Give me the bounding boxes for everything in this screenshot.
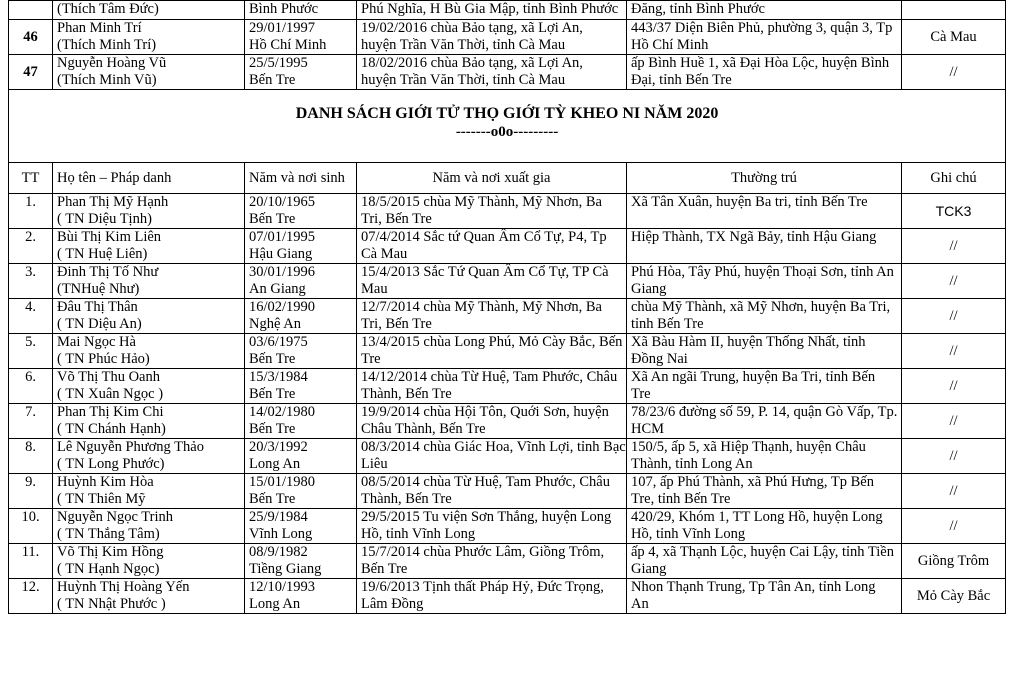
cell-line: 443/37 Diện Biên Phủ, phường 3, quận 3, Tp	[631, 20, 893, 36]
cell-line: Bùi Thị Kim Liên	[57, 229, 162, 245]
table-row	[9, 544, 1006, 579]
cell-line: (Thích Tâm Đức)	[57, 1, 159, 17]
header-tt: TT	[9, 163, 53, 194]
cell-line: Nhon Thạnh Trung, Tp Tân An, tỉnh Long	[631, 579, 876, 595]
cell-line: Bến Tre	[249, 72, 296, 88]
cell-line: 08/5/2014 chùa Từ Huệ, Tam Phước, Châu	[361, 474, 610, 490]
name-cell	[53, 334, 245, 369]
cell-line: Nguyễn Ngọc Trinh	[57, 509, 174, 525]
cell-line: (TNHuệ Như)	[57, 281, 140, 297]
name-cell	[53, 439, 245, 474]
name-cell	[53, 55, 245, 90]
cell-line: Bến Tre	[249, 211, 296, 227]
cell-line: 08/9/1982	[249, 544, 308, 560]
cell-line: 107, ấp Phú Thành, xã Phú Hưng, Tp Bến	[631, 474, 874, 490]
cell-line: An Giang	[249, 281, 306, 297]
ordination-cell	[357, 544, 627, 579]
cell-line: 29/5/2015 Tu viện Sơn Thắng, huyện Long	[361, 509, 612, 525]
birth-cell	[245, 544, 357, 579]
cell-line: Thành, Bến Tre	[361, 491, 452, 507]
name-cell	[53, 474, 245, 509]
birth-cell	[245, 509, 357, 544]
cell-line: Tri, Bến Tre	[361, 316, 432, 332]
note-cell: //	[902, 299, 1006, 334]
ordination-cell	[357, 404, 627, 439]
row-number: 6.	[9, 369, 53, 404]
cell-line: Mau	[361, 281, 388, 297]
cell-line: 420/29, Khóm 1, TT Long Hồ, huyện Long	[631, 509, 883, 525]
cell-line: huyện Trần Văn Thời, tỉnh Cà Mau	[361, 72, 566, 88]
row-number: 10.	[9, 509, 53, 544]
cell-line: Võ Thị Kim Hồng	[57, 544, 164, 560]
residence-cell	[627, 299, 902, 334]
cell-line: An	[631, 596, 649, 612]
residence-cell	[627, 579, 902, 614]
cell-line: Phú Hòa, Tây Phú, huyện Thoại Sơn, tỉnh An	[631, 264, 894, 280]
note-cell	[902, 1, 1006, 20]
cell-line: Hồ, tỉnh Vĩnh Long	[361, 526, 476, 542]
birth-cell	[245, 404, 357, 439]
cell-line: chùa Mỹ Thành, xã Mỹ Nhơn, huyện Ba Tri,	[631, 299, 891, 315]
header-birth: Năm và nơi sinh	[245, 163, 357, 194]
row-number: 2.	[9, 229, 53, 264]
ordination-cell	[357, 509, 627, 544]
note-cell: //	[902, 229, 1006, 264]
cell-line: Phan Thị Kim Chi	[57, 404, 164, 420]
note-cell: //	[902, 369, 1006, 404]
cell-line: Tre	[361, 351, 381, 367]
cell-line: Đinh Thị Tố Như	[57, 264, 159, 280]
cell-line: Đâu Thị Thân	[57, 299, 138, 315]
birth-cell	[245, 439, 357, 474]
name-cell	[53, 369, 245, 404]
residence-cell	[627, 55, 902, 90]
row-number: 7.	[9, 404, 53, 439]
cell-line: Huỳnh Kim Hòa	[57, 474, 154, 490]
cell-line: Thành, Bến Tre	[361, 386, 452, 402]
birth-cell	[245, 299, 357, 334]
ordination-cell	[357, 369, 627, 404]
note-cell: //	[902, 509, 1006, 544]
cell-line: Nghệ An	[249, 316, 301, 332]
cell-line: Hồ Chí Minh	[631, 37, 709, 53]
residence-cell	[627, 369, 902, 404]
cell-line: ( TN Thắng Tâm)	[57, 526, 160, 542]
cell-line: 25/5/1995	[249, 55, 308, 71]
row-number: 1.	[9, 194, 53, 229]
ordination-cell	[357, 264, 627, 299]
cell-line: 19/6/2013 Tịnh thất Pháp Hỷ, Đức Trọng,	[361, 579, 604, 595]
cell-line: Phú Nghĩa, H Bù Gia Mập, tỉnh Bình Phước	[361, 1, 619, 17]
table-row	[9, 299, 1006, 334]
row-number: 5.	[9, 334, 53, 369]
row-number: 9.	[9, 474, 53, 509]
ordination-cell	[357, 579, 627, 614]
list-subtitle: -------o0o---------	[455, 124, 559, 140]
birth-cell	[245, 1, 357, 20]
cell-line: Hậu Giang	[249, 246, 313, 262]
cell-line: Tri, Bến Tre	[361, 211, 432, 227]
table-row	[9, 334, 1006, 369]
cell-line: Hồ Chí Minh	[249, 37, 327, 53]
cell-line: Xã Tân Xuân, huyện Ba tri, tỉnh Bến Tre	[631, 194, 868, 210]
cell-line: 07/4/2014 Sắc tứ Quan Âm Cổ Tự, P4, Tp	[361, 229, 607, 245]
table-row	[9, 509, 1006, 544]
cell-line: Lê Nguyễn Phương Thảo	[57, 439, 204, 455]
cell-line: Nguyễn Hoàng Vũ	[57, 55, 167, 71]
cell-line: 15/7/2014 chùa Phước Lâm, Giồng Trôm,	[361, 544, 605, 560]
cell-line: 12/7/2014 chùa Mỹ Thành, Mỹ Nhơn, Ba	[361, 299, 602, 315]
name-cell	[53, 544, 245, 579]
cell-line: 13/4/2015 chùa Long Phú, Mỏ Cày Bắc, Bến	[361, 334, 623, 350]
cell-line: 30/01/1996	[249, 264, 316, 280]
birth-cell	[245, 369, 357, 404]
row-number	[9, 1, 53, 20]
birth-cell	[245, 55, 357, 90]
ordination-cell	[357, 229, 627, 264]
table-row	[9, 264, 1006, 299]
cell-line: 19/02/2016 chùa Bảo tạng, xã Lợi An,	[361, 20, 583, 36]
cell-line: ( TN Hạnh Ngọc)	[57, 561, 160, 577]
name-cell	[53, 264, 245, 299]
birth-cell	[245, 334, 357, 369]
top-table	[8, 0, 1006, 90]
birth-cell	[245, 20, 357, 55]
document-page	[8, 0, 1005, 689]
residence-cell	[627, 404, 902, 439]
cell-line: Tiềng Giang	[249, 561, 322, 577]
cell-line: Châu Thành, Bến Tre	[361, 421, 486, 437]
cell-line: 18/5/2015 chùa Mỹ Thành, Mỹ Nhơn, Ba	[361, 194, 602, 210]
cell-line: huyện Trần Văn Thời, tỉnh Cà Mau	[361, 37, 566, 53]
name-cell	[53, 20, 245, 55]
cell-line: 29/01/1997	[249, 20, 316, 36]
note-cell: Mỏ Cày Bắc	[902, 579, 1006, 614]
note-cell: Giồng Trôm	[902, 544, 1006, 579]
cell-line: Hiệp Thành, TX Ngã Bảy, tỉnh Hậu Giang	[631, 229, 877, 245]
ordination-cell	[357, 299, 627, 334]
cell-line: Thành, tỉnh Long An	[631, 456, 753, 472]
ordination-cell	[357, 1, 627, 20]
cell-line: 03/6/1975	[249, 334, 308, 350]
row-number: 4.	[9, 299, 53, 334]
birth-cell	[245, 579, 357, 614]
cell-line: Bến Tre	[249, 351, 296, 367]
cell-line: Bến Tre	[249, 386, 296, 402]
note-cell: //	[902, 334, 1006, 369]
cell-line: 15/4/2013 Sắc Tứ Quan Âm Cổ Tự, TP Cà	[361, 264, 609, 280]
cell-line: ấp Bình Huề 1, xã Đại Hòa Lộc, huyện Bình	[631, 55, 890, 71]
cell-line: Huỳnh Thị Hoàng Yến	[57, 579, 190, 595]
cell-line: Phan Minh Trí	[57, 20, 142, 36]
header-note: Ghi chú	[902, 163, 1006, 194]
name-cell	[53, 299, 245, 334]
cell-line: ( TN Xuân Ngọc )	[57, 386, 164, 402]
cell-line: 14/02/1980	[249, 404, 316, 420]
cell-line: Vĩnh Long	[249, 526, 313, 542]
header-ordination: Năm và nơi xuất gia	[357, 163, 627, 194]
row-number: 3.	[9, 264, 53, 299]
residence-cell	[627, 509, 902, 544]
cell-line: Bến Tre	[361, 561, 408, 577]
cell-line: ấp 4, xã Thạnh Lộc, huyện Cai Lậy, tỉnh Tiền	[631, 544, 894, 560]
header-name: Họ tên – Pháp danh	[53, 163, 245, 194]
cell-line: 19/9/2014 chùa Hội Tôn, Quới Sơn, huyện	[361, 404, 609, 420]
residence-cell	[627, 264, 902, 299]
birth-cell	[245, 194, 357, 229]
cell-line: Đăng, tỉnh Bình Phước	[631, 1, 765, 17]
note-cell: //	[902, 55, 1006, 90]
table-row	[9, 369, 1006, 404]
cell-line: Cà Mau	[361, 246, 408, 262]
note-cell: //	[902, 474, 1006, 509]
row-number: 12.	[9, 579, 53, 614]
cell-line: ( TN Phúc Hảo)	[57, 351, 150, 367]
header-residence: Thường trú	[627, 163, 902, 194]
ordination-cell	[357, 474, 627, 509]
cell-line: Võ Thị Thu Oanh	[57, 369, 160, 385]
cell-line: ( TN Diệu Tịnh)	[57, 211, 152, 227]
cell-line: 78/23/6 đường số 59, P. 14, quận Gò Vấp, Tp.	[631, 404, 898, 420]
name-cell	[53, 229, 245, 264]
nuns-table	[8, 89, 1006, 614]
cell-line: ( TN Long Phước)	[57, 456, 165, 472]
cell-line: 20/10/1965	[249, 194, 316, 210]
birth-cell	[245, 264, 357, 299]
cell-line: Bình Phước	[249, 1, 319, 17]
cell-line: HCM	[631, 421, 665, 437]
cell-line: Liêu	[361, 456, 388, 472]
list-title: DANH SÁCH GIỚI TỬ THỌ GIỚI TỲ KHEO NI NĂM 2020	[295, 105, 719, 122]
cell-line: Lâm Đồng	[361, 596, 424, 612]
cell-line: ( TN Diệu An)	[57, 316, 142, 332]
cell-line: 150/5, ấp 5, xã Hiệp Thạnh, huyện Châu	[631, 439, 866, 455]
cell-line: Xã Bàu Hàm II, huyện Thống Nhất, tỉnh	[631, 334, 866, 350]
table-row	[9, 579, 1006, 614]
cell-line: Tre	[631, 386, 651, 402]
name-cell	[53, 1, 245, 20]
cell-line: Hồ, tỉnh Vĩnh Long	[631, 526, 746, 542]
residence-cell	[627, 194, 902, 229]
birth-cell	[245, 229, 357, 264]
cell-line: Xã An ngãi Trung, huyện Ba Tri, tỉnh Bến	[631, 369, 876, 385]
cell-line: Giang	[631, 281, 667, 297]
cell-line: 16/02/1990	[249, 299, 316, 315]
row-number: 47	[9, 55, 53, 90]
name-cell	[53, 579, 245, 614]
residence-cell	[627, 474, 902, 509]
cell-line: Đồng Nai	[631, 351, 688, 367]
note-cell: TCK3	[902, 194, 1006, 229]
name-cell	[53, 194, 245, 229]
note-cell: //	[902, 404, 1006, 439]
cell-line: Long An	[249, 456, 301, 472]
ordination-cell	[357, 20, 627, 55]
cell-line: 20/3/1992	[249, 439, 308, 455]
cell-line: 25/9/1984	[249, 509, 308, 525]
name-cell	[53, 404, 245, 439]
ordination-cell	[357, 334, 627, 369]
row-number: 11.	[9, 544, 53, 579]
name-cell	[53, 509, 245, 544]
title-cell	[9, 90, 1006, 163]
cell-line: 14/12/2014 chùa Từ Huệ, Tam Phước, Châu	[361, 369, 618, 385]
cell-line: Đại, tỉnh Bến Tre	[631, 72, 732, 88]
birth-cell	[245, 474, 357, 509]
cell-line: Bến Tre	[249, 421, 296, 437]
table-row	[9, 194, 1006, 229]
note-cell: Cà Mau	[902, 20, 1006, 55]
cell-line: tỉnh Bến Tre	[631, 316, 704, 332]
cell-line: ( TN Huệ Liên)	[57, 246, 148, 262]
residence-cell	[627, 439, 902, 474]
cell-line: Long An	[249, 596, 301, 612]
ordination-cell	[357, 439, 627, 474]
cell-line: 15/01/1980	[249, 474, 316, 490]
note-cell: //	[902, 264, 1006, 299]
cell-line: Phan Thị Mỹ Hạnh	[57, 194, 169, 210]
cell-line: ( TN Chánh Hạnh)	[57, 421, 166, 437]
cell-line: ( TN Thiên Mỹ	[57, 491, 146, 507]
table-row	[9, 439, 1006, 474]
residence-cell	[627, 1, 902, 20]
table-row	[9, 474, 1006, 509]
ordination-cell	[357, 55, 627, 90]
residence-cell	[627, 544, 902, 579]
row-number: 8.	[9, 439, 53, 474]
cell-line: 15/3/1984	[249, 369, 308, 385]
cell-line: (Thích Minh Trí)	[57, 37, 157, 53]
cell-line: 07/01/1995	[249, 229, 316, 245]
ordination-cell	[357, 194, 627, 229]
residence-cell	[627, 20, 902, 55]
table-row	[9, 229, 1006, 264]
cell-line: Giang	[631, 561, 667, 577]
table-row	[9, 404, 1006, 439]
cell-line: 18/02/2016 chùa Bảo tạng, xã Lợi An,	[361, 55, 583, 71]
cell-line: Bến Tre	[249, 491, 296, 507]
residence-cell	[627, 334, 902, 369]
note-cell: //	[902, 439, 1006, 474]
cell-line: ( TN Nhật Phước )	[57, 596, 166, 612]
cell-line: 08/3/2014 chùa Giác Hoa, Vĩnh Lợi, tỉnh Bạc	[361, 439, 626, 455]
header-row	[9, 163, 1006, 194]
residence-cell	[627, 229, 902, 264]
table-row	[9, 55, 1006, 90]
table-row	[9, 1, 1006, 20]
table-row	[9, 20, 1006, 55]
cell-line: (Thích Minh Vũ)	[57, 72, 157, 88]
cell-line: Mai Ngọc Hà	[57, 334, 136, 350]
cell-line: 12/10/1993	[249, 579, 316, 595]
row-number: 46	[9, 20, 53, 55]
cell-line: Tre, tỉnh Bến Tre	[631, 491, 731, 507]
